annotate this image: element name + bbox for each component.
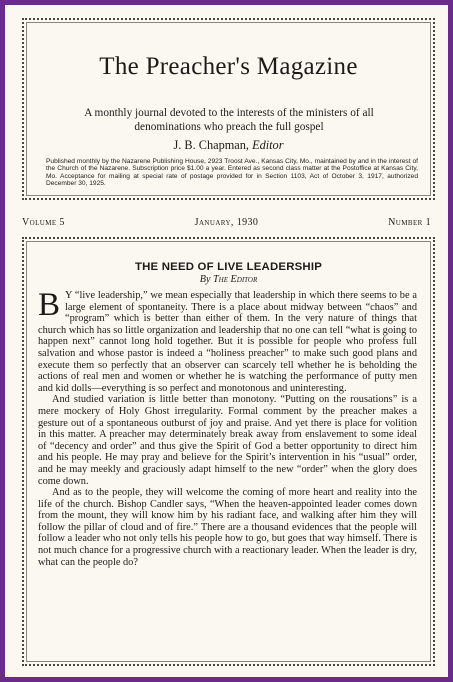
- issue-date: January, 1930: [194, 217, 259, 228]
- article-byline: [24, 274, 433, 285]
- magazine-tagline: A monthly journal devoted to the interests of the ministers of all denominations who preach the full gospel: [84, 107, 374, 133]
- editor-name: J. B. Chapman,: [173, 138, 249, 152]
- article-box: [22, 237, 435, 666]
- masthead-box: [22, 18, 435, 200]
- article-paragraph: And as to the people, they will welcome the coming of more heart and reality into the life of the church. Bishop Candler says, “When the heaven-appointed leader comes down from the mount, they will know him by his radiant face, and walking after him they will follow the pillar of cloud and of fire.” There are a thousand evidences that the people will follow a leader who not only tells his people how to go, but goes that way himself. There is not much chance for a progressive church with a reactionary leader. When the leader is dry, what can the people do?: [38, 487, 417, 568]
- editor-line: [24, 138, 433, 153]
- magazine-page: [5, 5, 448, 677]
- drop-cap: B: [38, 287, 61, 323]
- article-paragraph: [38, 287, 417, 394]
- article-title: THE NEED OF LIVE LEADERSHIP: [134, 261, 323, 273]
- issue-number: Number 1: [388, 217, 431, 228]
- byline-prefix: By: [199, 274, 211, 285]
- article-paragraph: And studied variation is little better than monotony. “Putting on the rousations” is a mere mockery of Holy Ghost irregularity. Formal comment by the preacher makes a gesture out of a spontaneous outburst of joy and praise. And yet there is place for volition in this matter. A preacher may determinately break away from enslavement to some ideal of “decency and order” and thus give the Spirit of God a better opportunity to direct him and his people. He may pray and believe for the Spirit’s intervention in his “usual” order, and he may meekly and graciously adapt himself to the new “order” when the glory does come down.: [38, 394, 417, 487]
- paragraph-text: Y “live leadership,” we mean especially that leadership in which there seems to be a large element of spontaneity. There is a place about midway between “chaos” and “program” which is better than either of them. In the very nature of things that church which has so little organization and leadership that no one can tell “what is going to happen next” cannot long hold together. But it is possible for people who profess full salvation and whose pastor is indeed a “holiness preacher” to make such good plans and execute them so perfectly that an observer can scarcely tell whether he is beholding the actions of real men and women or whether he is watching the performance of putty men and kid dolls—everything is so perfect and monotonous and uninteresting.: [38, 290, 417, 394]
- magazine-title: The Preacher's Magazine: [99, 53, 358, 80]
- byline-author: The Editor: [213, 274, 258, 285]
- publication-info: Published monthly by the Nazarene Publishing House, 2923 Troost Ave., Kansas City, Mo., maintained by and in the interest of the Church of the Nazarene. Subscription price $1.00 a year. Entered as second class matter at the Postoffice at Kansas City, Mo. Acceptance for mailing at special rate of postage provided for in Section 1103, Act of October 3, 1917, authorized December 30, 1925.: [46, 158, 418, 188]
- article-body: [38, 287, 417, 568]
- volume-label: Volume 5: [22, 217, 65, 228]
- editor-role: Editor: [252, 138, 284, 152]
